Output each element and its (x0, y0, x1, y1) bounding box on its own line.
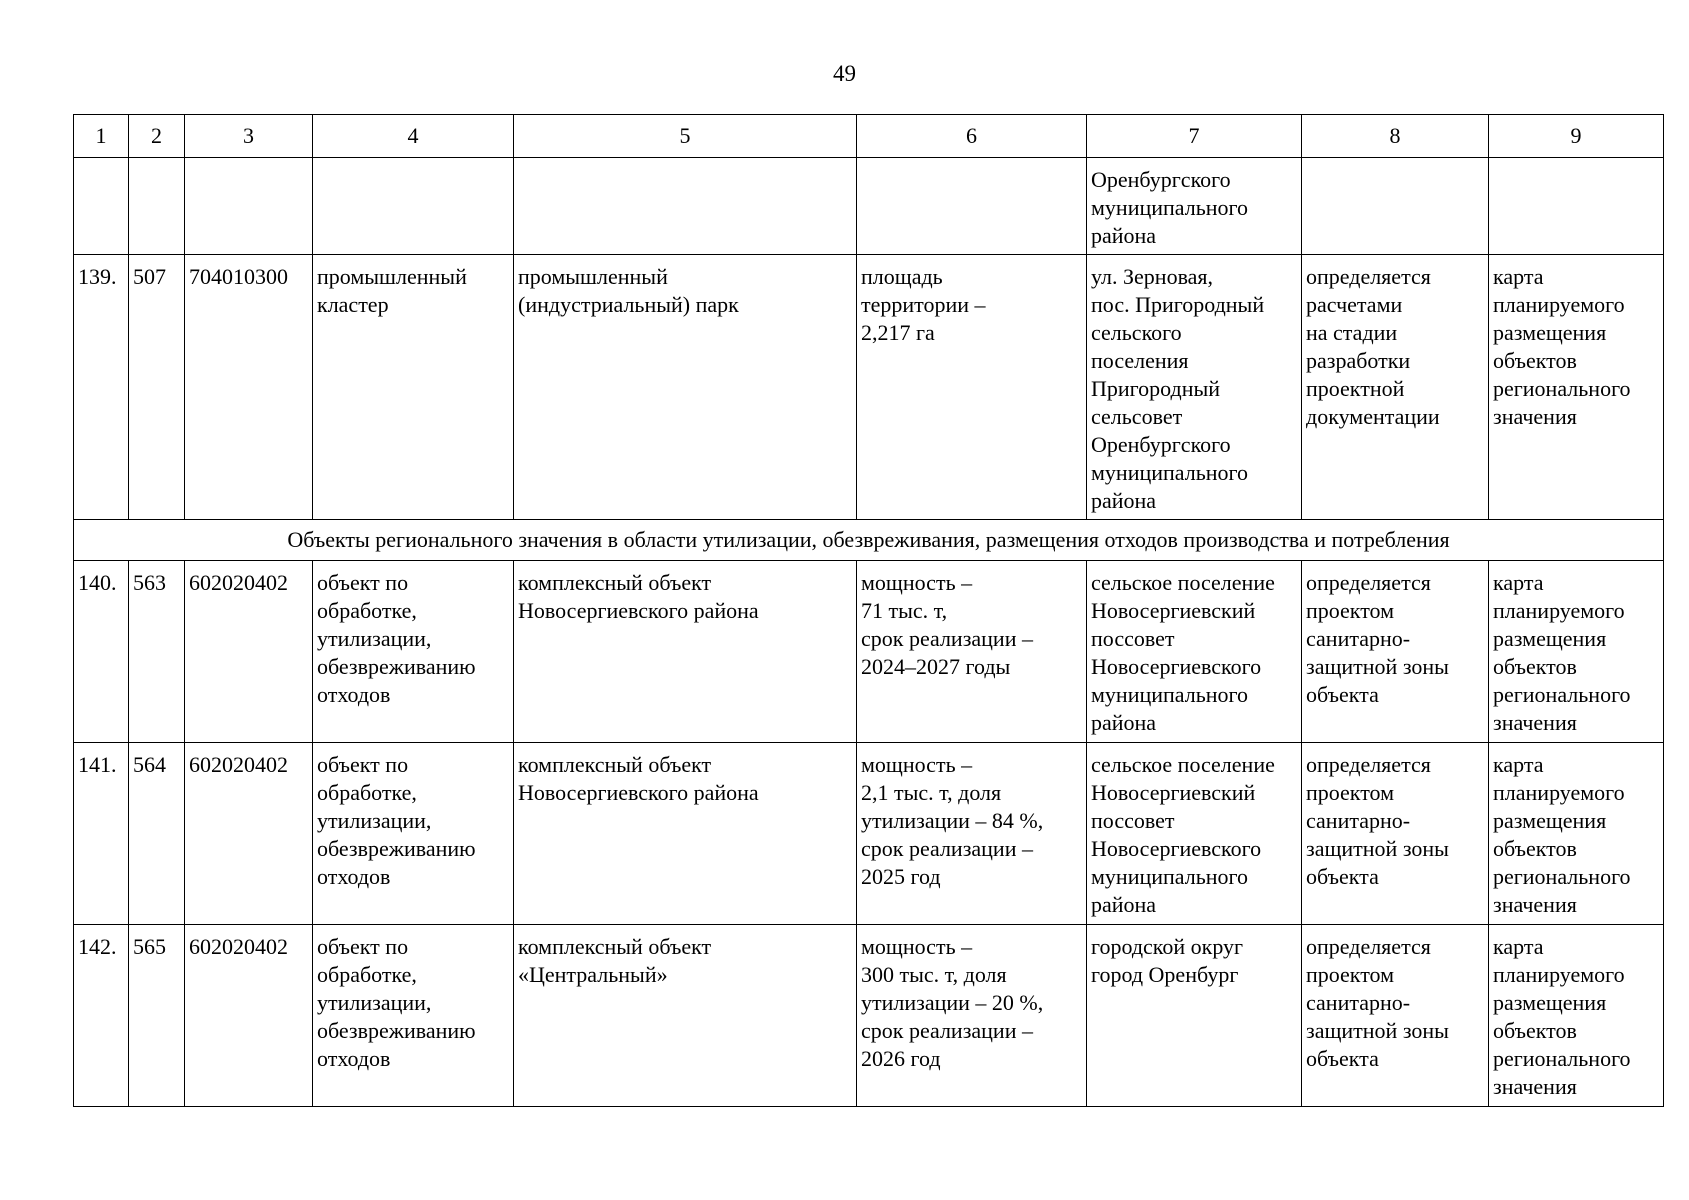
cell-type-line: кластер (317, 292, 389, 317)
table-body (74, 115, 1664, 1107)
cell-type-line: обработке, (317, 598, 417, 623)
cell-zone-line: документации (1306, 404, 1440, 429)
cell-location-line: Новосергиевского (1091, 654, 1262, 679)
cell-location-line: городской округ (1091, 934, 1244, 959)
cell-type-line: промышленный (317, 264, 467, 289)
cell-location-line: сельского (1091, 320, 1182, 345)
cell-num: 139. (74, 255, 129, 520)
cell-col-7 (1087, 158, 1302, 255)
cell-map-line: карта (1493, 934, 1544, 959)
cell-zone-line: расчетами (1306, 292, 1403, 317)
cell-location (1087, 925, 1302, 1107)
cell-type (313, 925, 514, 1107)
cell-type-line: отходов (317, 864, 391, 889)
cell-zone-line: объекта (1306, 864, 1379, 889)
cell-code: 564 (129, 743, 185, 925)
cell-num: 141. (74, 743, 129, 925)
cell-col-1 (74, 158, 129, 255)
cell-characteristics (857, 925, 1087, 1107)
cell-zone-line: на стадии (1306, 320, 1398, 345)
cell-characteristics-line: 2,217 га (861, 320, 935, 345)
cell-map-line: планируемого (1493, 292, 1625, 317)
section-title: Объекты регионального значения в области утилизации, обезвреживания, размещения отходов производства и потребления (74, 520, 1664, 561)
cell-name-line: комплексный объект (518, 752, 712, 777)
cell-map (1489, 925, 1664, 1107)
cell-map-line: объектов (1493, 654, 1577, 679)
cell-code: 563 (129, 561, 185, 743)
cell-zone-line: проектом (1306, 962, 1395, 987)
cell-map-line: карта (1493, 264, 1544, 289)
cell-col-7-line: Оренбургского (1091, 167, 1231, 192)
cell-characteristics-line: 2024–2027 годы (861, 654, 1011, 679)
table-row (74, 255, 1664, 520)
cell-col-6 (857, 158, 1087, 255)
page-number: 49 (833, 61, 856, 86)
cell-type-line: объект по (317, 934, 409, 959)
cell-location-line: Новосергиевский (1091, 780, 1256, 805)
cell-type (313, 743, 514, 925)
cell-location-line: пос. Пригородный (1091, 292, 1265, 317)
cell-oktmo: 602020402 (185, 561, 313, 743)
cell-code: 565 (129, 925, 185, 1107)
cell-name-line: промышленный (518, 264, 668, 289)
cell-col-8 (1302, 158, 1489, 255)
cell-location-line: района (1091, 710, 1157, 735)
cell-col-3 (185, 158, 313, 255)
cell-location-line: муниципального (1091, 864, 1249, 889)
column-header-1: 1 (74, 115, 129, 158)
cell-location-line: город Оренбург (1091, 962, 1239, 987)
cell-characteristics-line: срок реализации – (861, 836, 1033, 861)
header-row (74, 115, 1664, 158)
cell-location-line: района (1091, 488, 1157, 513)
cell-zone (1302, 561, 1489, 743)
cell-name (514, 925, 857, 1107)
cell-name-line: (индустриальный) парк (518, 292, 739, 317)
cell-name-line: комплексный объект (518, 934, 712, 959)
cell-location-line: поссовет (1091, 626, 1175, 651)
cell-map-line: значения (1493, 892, 1577, 917)
cell-characteristics-line: 2025 год (861, 864, 941, 889)
cell-location-line: сельсовет (1091, 404, 1183, 429)
cell-zone (1302, 743, 1489, 925)
cell-oktmo: 602020402 (185, 743, 313, 925)
cell-characteristics-line: 2,1 тыс. т, доля (861, 780, 1002, 805)
cell-type-line: утилизации, (317, 808, 432, 833)
cell-map (1489, 255, 1664, 520)
column-header-4: 4 (313, 115, 514, 158)
cell-map-line: карта (1493, 570, 1544, 595)
cell-name (514, 255, 857, 520)
section-heading-row (74, 520, 1664, 561)
cell-type-line: объект по (317, 570, 409, 595)
cell-map-line: размещения (1493, 990, 1607, 1015)
cell-type-line: отходов (317, 1046, 391, 1071)
cell-location-line: Новосергиевский (1091, 598, 1256, 623)
table-row (74, 561, 1664, 743)
cell-zone-line: защитной зоны (1306, 654, 1449, 679)
cell-type-line: утилизации, (317, 990, 432, 1015)
cell-map-line: планируемого (1493, 962, 1625, 987)
cell-map-line: значения (1493, 710, 1577, 735)
cell-map-line: объектов (1493, 1018, 1577, 1043)
cell-oktmo: 704010300 (185, 255, 313, 520)
cell-zone-line: определяется (1306, 934, 1431, 959)
cell-location-line: Оренбургского (1091, 432, 1231, 457)
cell-characteristics-line: мощность – (861, 934, 973, 959)
cell-location-line: ул. Зерновая, (1091, 264, 1214, 289)
cell-map-line: карта (1493, 752, 1544, 777)
cell-location-line: района (1091, 892, 1157, 917)
column-header-2: 2 (129, 115, 185, 158)
table-row (74, 743, 1664, 925)
cell-zone (1302, 925, 1489, 1107)
cell-map-line: объектов (1493, 836, 1577, 861)
objects-table (73, 114, 1664, 1107)
cell-map-line: размещения (1493, 626, 1607, 651)
cell-name (514, 743, 857, 925)
cell-characteristics-line: утилизации – 20 %, (861, 990, 1044, 1015)
cell-location-line: сельское поселение (1091, 570, 1275, 595)
cell-map-line: планируемого (1493, 780, 1625, 805)
cell-type-line: обезвреживанию (317, 836, 476, 861)
cell-type-line: обработке, (317, 962, 417, 987)
column-header-8: 8 (1302, 115, 1489, 158)
cell-type-line: утилизации, (317, 626, 432, 651)
cell-col-7-line: муниципального (1091, 195, 1249, 220)
cell-type-line: обработке, (317, 780, 417, 805)
cell-map (1489, 743, 1664, 925)
cell-code: 507 (129, 255, 185, 520)
cell-characteristics (857, 561, 1087, 743)
cell-zone-line: объекта (1306, 1046, 1379, 1071)
cell-characteristics (857, 743, 1087, 925)
cell-map-line: значения (1493, 1074, 1577, 1099)
cell-map-line: планируемого (1493, 598, 1625, 623)
cell-type-line: обезвреживанию (317, 1018, 476, 1043)
column-header-9: 9 (1489, 115, 1664, 158)
cell-zone-line: проектной (1306, 376, 1405, 401)
cell-col-4 (313, 158, 514, 255)
cell-type-line: обезвреживанию (317, 654, 476, 679)
column-header-7: 7 (1087, 115, 1302, 158)
cell-col-5 (514, 158, 857, 255)
cell-num: 140. (74, 561, 129, 743)
cell-zone (1302, 255, 1489, 520)
cell-characteristics-line: срок реализации – (861, 1018, 1033, 1043)
cell-num: 142. (74, 925, 129, 1107)
cell-location-line: поссовет (1091, 808, 1175, 833)
cell-location-line: поселения (1091, 348, 1189, 373)
cell-zone-line: санитарно- (1306, 990, 1411, 1015)
cell-zone-line: определяется (1306, 752, 1431, 777)
cell-characteristics (857, 255, 1087, 520)
cell-zone-line: определяется (1306, 264, 1431, 289)
continuation-row (74, 158, 1664, 255)
cell-zone-line: санитарно- (1306, 626, 1411, 651)
cell-oktmo: 602020402 (185, 925, 313, 1107)
cell-type-line: объект по (317, 752, 409, 777)
cell-location (1087, 255, 1302, 520)
cell-col-7-line: района (1091, 223, 1157, 248)
cell-characteristics-line: срок реализации – (861, 626, 1033, 651)
cell-name-line: Новосергиевского района (518, 598, 759, 623)
cell-map-line: регионального (1493, 1046, 1631, 1071)
cell-characteristics-line: мощность – (861, 570, 973, 595)
cell-map-line: размещения (1493, 320, 1607, 345)
cell-characteristics-line: мощность – (861, 752, 973, 777)
cell-map-line: регионального (1493, 682, 1631, 707)
cell-characteristics-line: территории – (861, 292, 986, 317)
cell-zone-line: защитной зоны (1306, 1018, 1449, 1043)
cell-location-line: муниципального (1091, 460, 1249, 485)
cell-name-line: Новосергиевского района (518, 780, 759, 805)
cell-map-line: значения (1493, 404, 1577, 429)
cell-type (313, 561, 514, 743)
column-header-6: 6 (857, 115, 1087, 158)
cell-zone-line: защитной зоны (1306, 836, 1449, 861)
cell-map-line: объектов (1493, 348, 1577, 373)
cell-zone-line: определяется (1306, 570, 1431, 595)
cell-location-line: муниципального (1091, 682, 1249, 707)
cell-location (1087, 743, 1302, 925)
cell-characteristics-line: площадь (861, 264, 943, 289)
cell-map-line: размещения (1493, 808, 1607, 833)
column-header-5: 5 (514, 115, 857, 158)
cell-zone-line: объекта (1306, 682, 1379, 707)
cell-col-9 (1489, 158, 1664, 255)
table-row (74, 925, 1664, 1107)
cell-name (514, 561, 857, 743)
cell-characteristics-line: 71 тыс. т, (861, 598, 948, 623)
cell-map-line: регионального (1493, 864, 1631, 889)
cell-characteristics-line: утилизации – 84 %, (861, 808, 1044, 833)
cell-name-line: комплексный объект (518, 570, 712, 595)
column-header-3: 3 (185, 115, 313, 158)
cell-location-line: Новосергиевского (1091, 836, 1262, 861)
cell-zone-line: проектом (1306, 780, 1395, 805)
cell-location-line: Пригородный (1091, 376, 1221, 401)
cell-location (1087, 561, 1302, 743)
cell-col-2 (129, 158, 185, 255)
cell-zone-line: санитарно- (1306, 808, 1411, 833)
cell-type-line: отходов (317, 682, 391, 707)
cell-characteristics-line: 300 тыс. т, доля (861, 962, 1007, 987)
cell-name-line: «Центральный» (518, 962, 668, 987)
cell-map (1489, 561, 1664, 743)
cell-map-line: регионального (1493, 376, 1631, 401)
cell-location-line: сельское поселение (1091, 752, 1275, 777)
cell-zone-line: проектом (1306, 598, 1395, 623)
cell-characteristics-line: 2026 год (861, 1046, 941, 1071)
cell-zone-line: разработки (1306, 348, 1411, 373)
cell-type (313, 255, 514, 520)
